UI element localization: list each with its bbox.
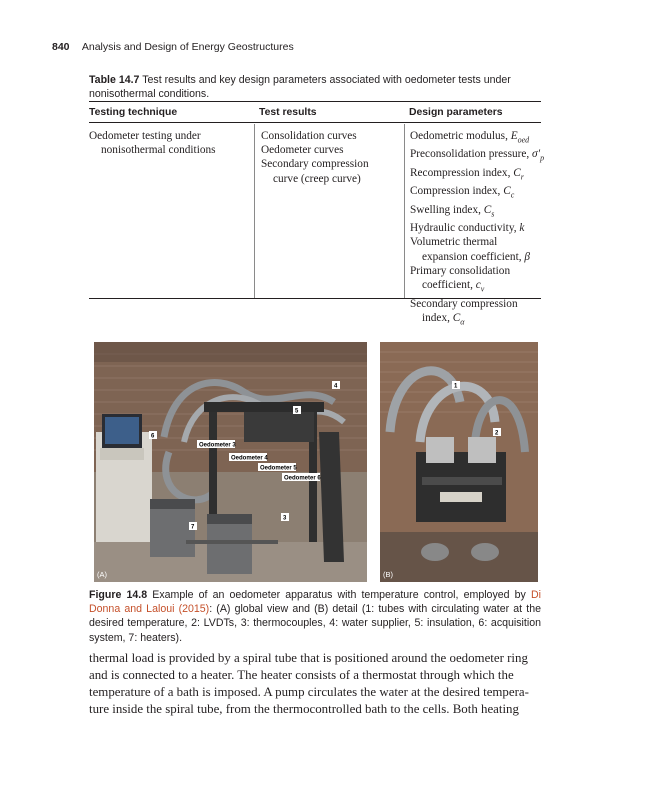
table-header-rule <box>89 122 541 123</box>
parameter-text: Preconsolidation pressure, <box>410 148 533 161</box>
table-bottom-rule <box>89 298 541 299</box>
number-6: 6 <box>151 433 155 440</box>
parameter-line <box>410 203 544 221</box>
parameter-line <box>410 129 544 147</box>
parameter-symbol: E <box>510 130 518 142</box>
parameter-subscript: v <box>480 284 485 294</box>
parameter-line <box>410 147 544 165</box>
parameter-text: Recompression index, <box>410 166 514 179</box>
number-7: 7 <box>191 524 195 531</box>
number-2: 2 <box>495 430 499 437</box>
panel-a-label: (A) <box>97 570 107 579</box>
parameter-line <box>410 184 544 202</box>
parameter-subscript: r <box>520 172 524 182</box>
result-line: curve (creep curve) <box>273 172 361 185</box>
apparatus-detail-photo <box>380 342 538 582</box>
technique-line: nonisothermal conditions <box>101 144 216 157</box>
citation-link[interactable]: Di Donna and Laloui (2015) <box>89 589 541 616</box>
parameter-line <box>410 166 544 184</box>
parameter-text: Hydraulic conductivity, <box>410 222 520 235</box>
parameter-line <box>410 264 544 278</box>
figure-caption-pre: Example of an oedometer apparatus with temperature control, employed by <box>152 589 531 601</box>
page-number: 840 <box>52 41 70 53</box>
column-header-technique: Testing technique <box>89 107 178 118</box>
table-top-rule <box>89 101 541 102</box>
parameter-text: Swelling index, <box>410 203 484 216</box>
result-line: Oedometer curves <box>261 144 344 157</box>
parameter-line <box>410 235 544 249</box>
parameter-symbol: C <box>452 311 461 324</box>
running-head <box>52 41 294 53</box>
body-paragraph <box>89 650 541 718</box>
column-divider <box>254 124 255 298</box>
parameter-subscript: α <box>460 316 465 326</box>
tag-oedometer-4: Oedometer 4 <box>231 455 268 462</box>
parameter-symbol: β <box>524 250 531 263</box>
tag-oedometer-6: Oedometer 6 <box>284 475 321 482</box>
tag-oedometer-5: Oedometer 5 <box>260 465 297 472</box>
technique-line: Oedometer testing under <box>89 130 201 142</box>
parameters-cell <box>410 129 544 329</box>
number-5: 5 <box>295 408 299 415</box>
body-line: and is connected to a heater. The heater consists of a thermostat through which the <box>89 668 514 682</box>
number-4: 4 <box>334 383 338 390</box>
parameter-text: Primary consolidation <box>410 264 511 277</box>
parameter-text: index, <box>422 311 453 324</box>
body-line: ture inside the spiral tube, from the thermocontrolled bath to the cells. Both heating <box>89 702 519 716</box>
body-line: temperature of a bath is imposed. A pump circulates the water at the desired tempera- <box>89 685 529 699</box>
parameter-symbol: C <box>513 166 521 179</box>
parameter-line <box>410 311 544 329</box>
parameter-symbol: C <box>483 203 492 216</box>
table-caption-text: Test results and key design parameters associated with oedometer tests under nonisothermal conditions. <box>89 74 511 100</box>
column-header-results: Test results <box>259 107 317 118</box>
book-title: Analysis and Design of Energy Geostructures <box>81 41 294 53</box>
parameter-subscript: oed <box>517 135 530 145</box>
body-line: thermal load is provided by a spiral tube that is positioned around the oedometer ring <box>89 651 528 665</box>
parameter-subscript: p <box>540 153 545 163</box>
parameter-symbol: k <box>519 222 525 235</box>
parameter-line <box>410 250 544 264</box>
figure-caption-label: Figure 14.8 <box>89 589 148 601</box>
parameter-text: Volumetric thermal <box>410 236 498 249</box>
parameter-line <box>410 278 544 296</box>
column-divider <box>404 124 405 298</box>
parameter-symbol: σ′ <box>532 148 541 161</box>
results-cell <box>261 129 369 186</box>
parameter-subscript: c <box>510 190 515 200</box>
figure-caption-post: : (A) global view and (B) detail (1: tubes with circulating water at the desired temperature, 2: LVDTs, 3: thermocouples, 4: water supplier, 5: insulation, 6: acquisition system, 7: heaters). <box>89 603 541 644</box>
panel-b-label: (B) <box>383 570 393 579</box>
number-3: 3 <box>283 515 287 522</box>
table-caption <box>89 73 541 101</box>
parameter-text: Oedometric modulus, <box>410 130 511 142</box>
parameter-text: Secondary compression <box>410 297 518 310</box>
table-caption-label: Table 14.7 <box>89 74 140 86</box>
parameter-text: coefficient, <box>422 279 476 292</box>
parameter-subscript: s <box>491 209 495 219</box>
parameter-line <box>410 221 544 235</box>
parameter-text: expansion coefficient, <box>422 250 525 263</box>
result-line: Secondary compression <box>261 158 369 171</box>
parameter-text: Compression index, <box>410 185 504 198</box>
parameter-symbol: C <box>503 185 511 198</box>
number-1: 1 <box>454 383 458 390</box>
figure-caption <box>89 588 541 645</box>
technique-cell <box>89 129 216 157</box>
column-header-parameters: Design parameters <box>409 107 503 118</box>
apparatus-global-view-photo <box>94 342 367 582</box>
result-line: Consolidation curves <box>261 130 357 142</box>
tag-oedometer-3: Oedometer 3 <box>199 442 236 449</box>
parameter-symbol: c <box>475 279 481 292</box>
